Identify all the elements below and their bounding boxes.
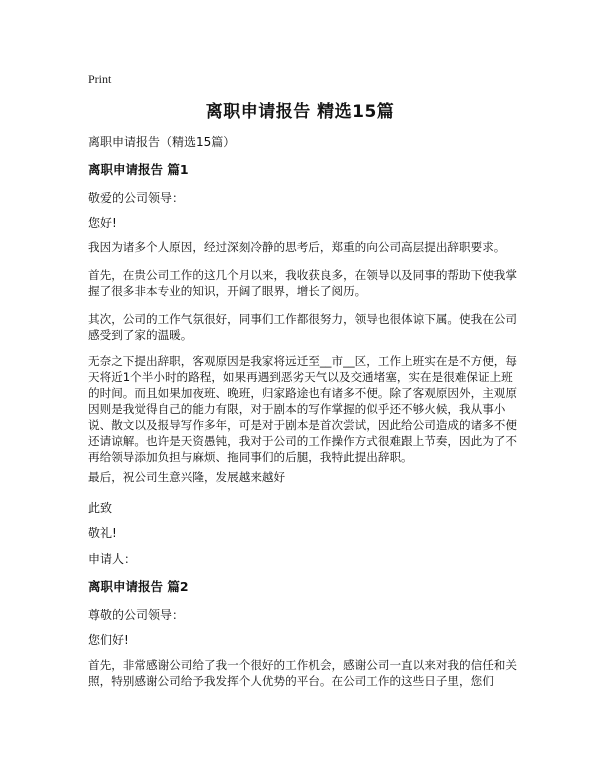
greeting-2: 尊敬的公司领导： — [88, 608, 185, 622]
page-title: 离职申请报告 精选15篇 — [205, 102, 395, 122]
paragraph-1-3: 其次，公司的工作气氛很好，同事们工作都很努力，领导也很体谅下属。使我在公司感受到了家的温暖。 — [88, 312, 517, 342]
paragraph-1-1: 我因为诸多个人原因，经过深刻冷静的思考后，郑重的向公司高层提出辞职要求。 — [88, 240, 506, 254]
paragraph-1-2: 首先，在贵公司工作的这几个月以来，我收获良多，在领导以及同事的帮助下使我掌握了很多非本专业的知识，开阔了眼界，增长了阅历。 — [88, 268, 517, 298]
signature-line: 申请人： — [88, 552, 137, 566]
hello-1: 您好! — [88, 216, 117, 230]
closing-jing-li: 敬礼! — [88, 526, 117, 540]
closing-ci-zhi: 此致 — [88, 501, 113, 515]
section-heading-2: 离职申请报告 篇2 — [88, 579, 189, 594]
hello-2: 您们好! — [88, 633, 129, 647]
document-subtitle: 离职申请报告（精选15篇） — [88, 135, 236, 149]
paragraph-1-5: 最后，祝公司生意兴隆，发展越来越好 — [88, 470, 286, 484]
paragraph-1-4: 无奈之下提出辞职，客观原因是我家将远迁至__市__区，工作上班实在是不方便，每天将近1个半小时的路程，如果再遇到恶劣天气以及交通堵塞，实在是很难保证上班的时间。而且如果加夜班、晚班，归家路途也有诸多不便。除了客观原因外，主观原因则是我觉得自己的能力有限，对于剧本的写作掌握的似乎还不够火候，我从事小说、散文以及报导写作多年，可是对于剧本是首次尝试，因此给公司造成的诸多不便还请谅解。也许是天资愚钝，我对于公司的工作操作方式很难跟上节奏，因此为了不再给领导添加负担与麻烦、拖同事们的后腿，我特此提出辞职。 — [88, 354, 517, 464]
print-link[interactable]: Print — [88, 72, 112, 86]
greeting-1: 敬爱的公司领导： — [88, 191, 185, 205]
paragraph-2-1: 首先，非常感谢公司给了我一个很好的工作机会，感谢公司一直以来对我的信任和关照，特别感谢公司给予我发挥个人优势的平台。在公司工作的这些日子里，您们 — [88, 658, 517, 688]
section-heading-1: 离职申请报告 篇1 — [88, 162, 189, 177]
